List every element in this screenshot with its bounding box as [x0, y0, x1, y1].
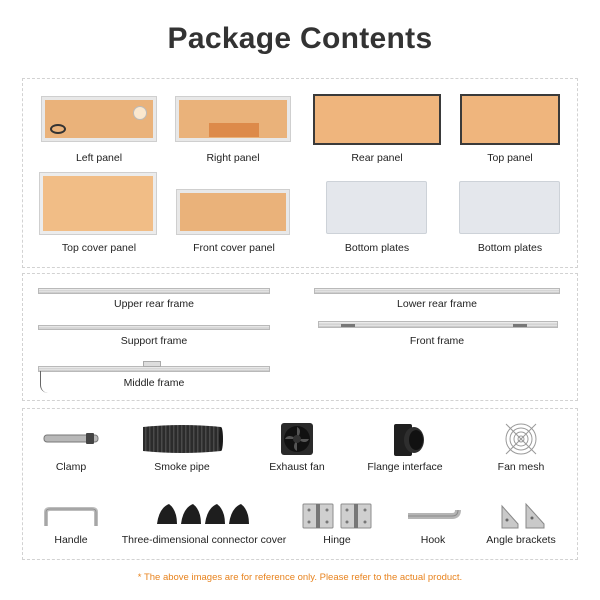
angle-brackets-image	[498, 500, 548, 530]
left-panel-image	[42, 97, 156, 141]
frame-bracket	[143, 361, 161, 367]
support-frame-image	[38, 325, 270, 330]
connector-cover-label: Three-dimensional connector cover	[121, 534, 287, 546]
lower-rear-frame-label: Lower rear frame	[397, 298, 477, 310]
frame-tab	[513, 324, 527, 327]
connector-cover-image	[155, 502, 251, 528]
flange-interface-image	[392, 422, 426, 458]
page-title: Package Contents	[167, 22, 433, 55]
left-panel-label: Left panel	[75, 152, 123, 164]
top-panel-image	[460, 94, 560, 145]
front-frame-image	[318, 321, 558, 328]
footnote: * The above images are for reference only. Please refer to the actual product.	[137, 572, 463, 583]
clamp-label: Clamp	[55, 461, 87, 473]
lower-rear-frame-image	[314, 288, 560, 294]
front-frame-label: Front frame	[409, 335, 465, 347]
angle-brackets-label: Angle brackets	[486, 534, 556, 546]
handle-image	[42, 506, 100, 528]
panel-window	[209, 123, 259, 137]
clamp-image	[42, 431, 100, 447]
middle-frame-label: Middle frame	[123, 377, 185, 389]
top-cover-panel-image	[40, 173, 156, 234]
hinge-label: Hinge	[323, 534, 351, 546]
fan-mesh-image	[504, 422, 538, 456]
right-panel-label: Right panel	[206, 152, 260, 164]
frame-tab	[341, 324, 355, 327]
handle-label: Handle	[54, 534, 88, 546]
hinge-image	[301, 502, 373, 530]
rear-panel-label: Rear panel	[351, 152, 403, 164]
upper-rear-frame-image	[38, 288, 270, 294]
smoke-pipe-label: Smoke pipe	[154, 461, 210, 473]
flange-interface-label: Flange interface	[367, 461, 443, 473]
bottom-plates-image	[326, 181, 427, 234]
hook-label: Hook	[420, 534, 446, 546]
panel-hole	[133, 106, 147, 120]
smoke-pipe-image	[141, 423, 223, 455]
bottom-plates-label: Bottom plates	[344, 242, 410, 254]
cable-coil	[50, 124, 66, 134]
middle-frame-cable	[40, 371, 50, 393]
hook-image	[406, 506, 462, 526]
front-cover-panel-image	[177, 190, 289, 234]
top-cover-panel-label: Top cover panel	[61, 242, 137, 254]
support-frame-label: Support frame	[120, 335, 188, 347]
bottom-plates-label: Bottom plates	[477, 242, 543, 254]
right-panel-image	[176, 97, 290, 141]
exhaust-fan-label: Exhaust fan	[269, 461, 325, 473]
fan-mesh-label: Fan mesh	[497, 461, 545, 473]
bottom-plates-image	[459, 181, 560, 234]
rear-panel-image	[313, 94, 441, 145]
middle-frame-image	[38, 366, 270, 372]
front-cover-panel-label: Front cover panel	[193, 242, 275, 254]
top-panel-label: Top panel	[487, 152, 533, 164]
exhaust-fan-image	[280, 422, 314, 456]
upper-rear-frame-label: Upper rear frame	[114, 298, 194, 310]
